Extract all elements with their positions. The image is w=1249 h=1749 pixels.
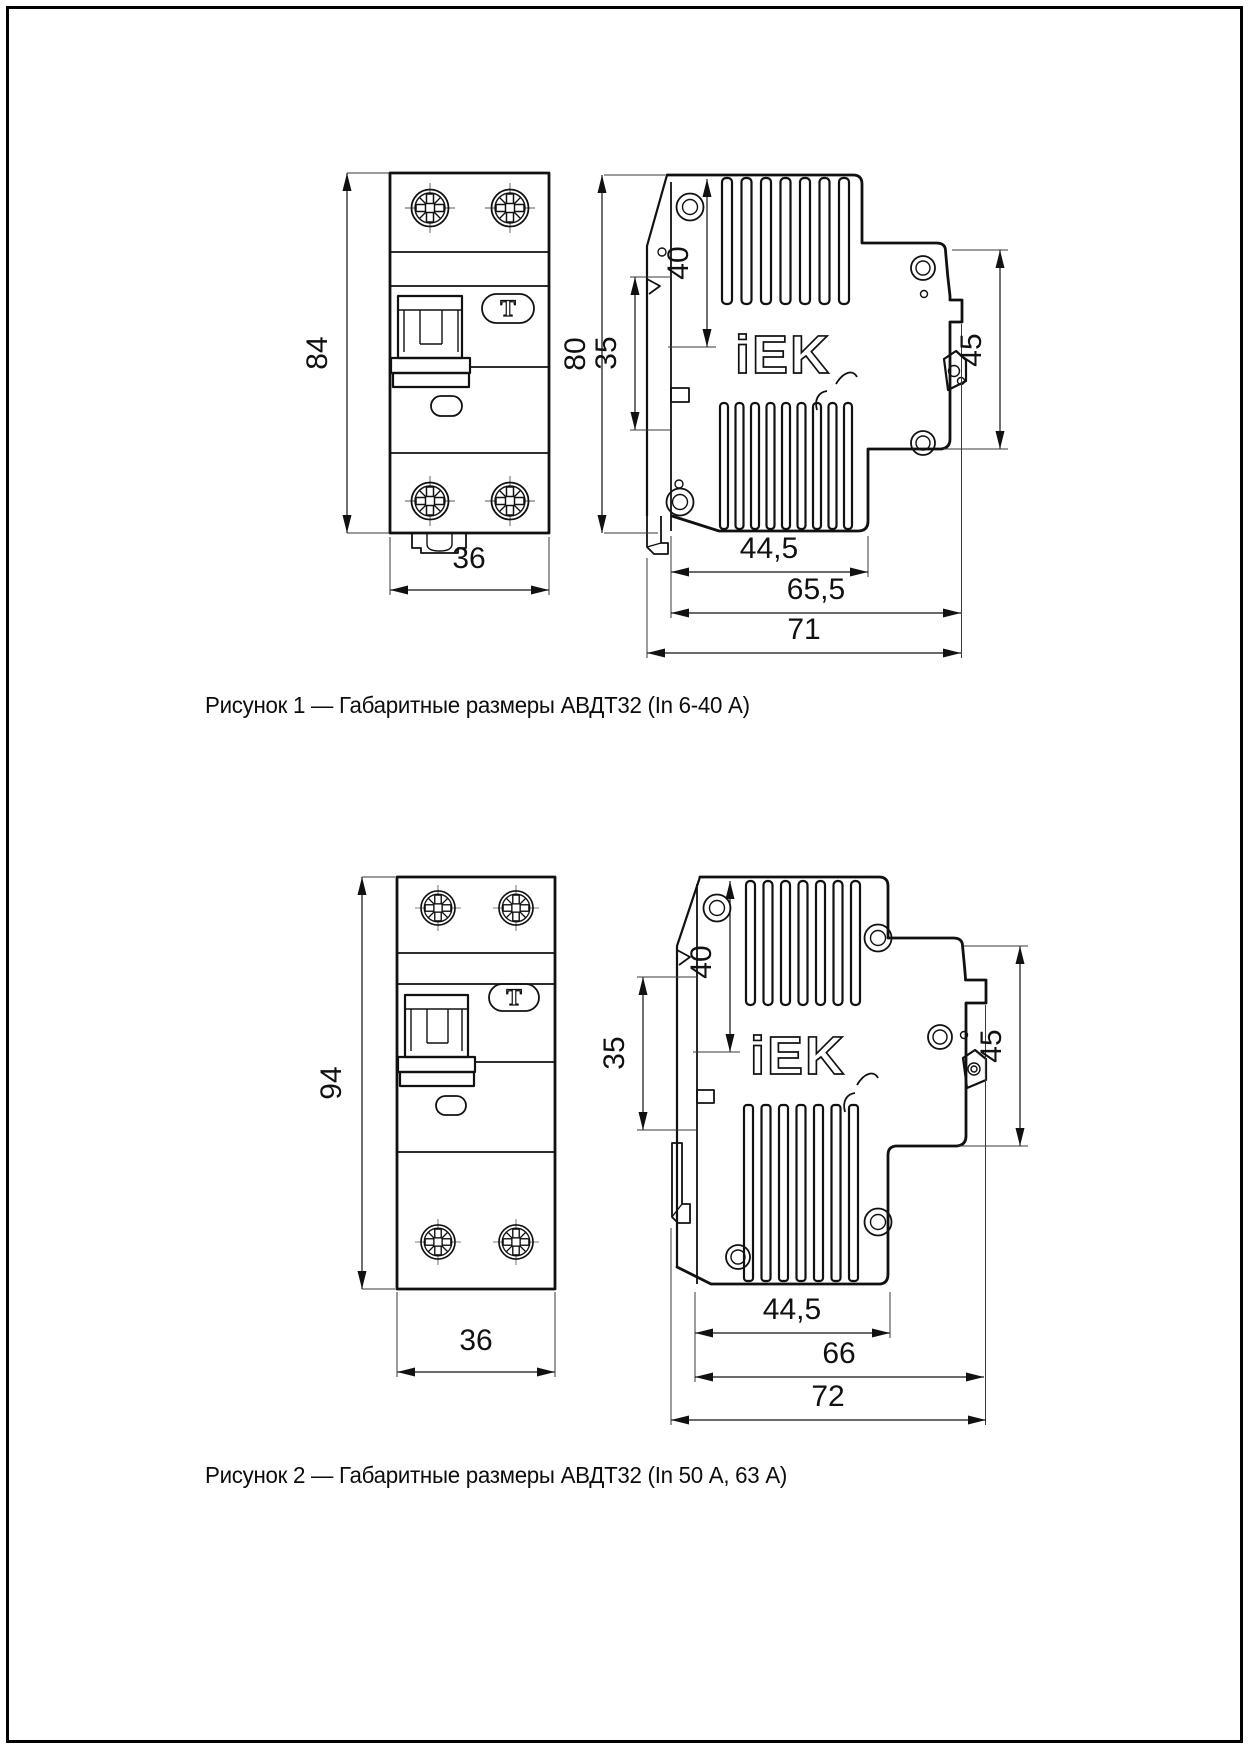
rivet: [911, 256, 935, 280]
dim-front-section-height: [958, 946, 1028, 1146]
vent-ribs-top: [746, 881, 860, 1005]
vent-ribs-top: [722, 178, 849, 304]
rivet: [911, 431, 935, 455]
dim-depth-front: [695, 1337, 984, 1377]
figure2-caption: Рисунок 2 — Габаритные размеры АВДТ32 (In 50 А, 63 А): [205, 1462, 788, 1488]
dim-label-45: 45: [975, 1029, 1008, 1063]
toggle-handle: [391, 296, 470, 387]
figure1-caption: Рисунок 1 — Габаритные размеры АВДТ32 (In 6-40 А): [205, 692, 750, 718]
din-clip-side: [672, 1143, 690, 1223]
dim-rail-height: [598, 977, 697, 1130]
terminal-screw: [415, 1219, 461, 1265]
indicator-window: [436, 1096, 466, 1115]
dim-label-35: 35: [598, 1036, 631, 1070]
dim-front-height: [301, 173, 389, 533]
terminal-screw: [405, 183, 455, 233]
dim-label-71: 71: [787, 613, 821, 646]
dim-label-40: 40: [662, 246, 695, 280]
dim-depth-body: [695, 1292, 890, 1382]
dim-depth-front: [671, 573, 961, 613]
dim-front-height: [315, 877, 395, 1289]
dim-label-66: 66: [822, 1337, 856, 1370]
dim-depth-total: [671, 1228, 986, 1425]
dim-label-94: 94: [315, 1066, 348, 1100]
dim-front-width: [390, 537, 549, 595]
fig1-front-view: [301, 173, 549, 595]
dim-label-35: 35: [590, 336, 623, 370]
rivet: [928, 1025, 952, 1049]
dim-front-width: [397, 1292, 555, 1377]
dim-label-36: 36: [459, 1324, 493, 1357]
dim-front-section-height: [943, 250, 1008, 449]
terminal-screw: [485, 476, 535, 526]
rail-clip-tab: [671, 388, 689, 402]
test-button-label: T: [506, 985, 522, 1010]
rivet: [704, 895, 731, 922]
toggle-handle: [398, 995, 475, 1086]
dim-label-80: 80: [559, 337, 592, 371]
rivet: [677, 194, 704, 221]
dim-label-44-5: 44,5: [739, 532, 799, 565]
dim-label-65-5: 65,5: [786, 573, 846, 606]
din-clip-side: [647, 516, 668, 554]
figure2-drawing: [315, 877, 1028, 1425]
terminal-screw: [493, 885, 539, 931]
fig1-side-view: [559, 175, 1008, 658]
vent-ribs-bottom: [720, 403, 852, 529]
dim-top-to-rail: [685, 881, 740, 1052]
indicator-window: [431, 396, 462, 416]
test-button-label: T: [500, 296, 516, 321]
dim-label-45: 45: [955, 333, 988, 367]
test-button: [489, 984, 539, 1011]
dim-label-84: 84: [301, 336, 334, 370]
brand-logo: iEK: [734, 325, 832, 385]
terminal-screw: [415, 885, 461, 931]
dim-label-40: 40: [685, 945, 718, 979]
terminal-screw: [485, 183, 535, 233]
dim-label-44-5: 44,5: [762, 1293, 822, 1326]
fig2-side-view: [598, 877, 1028, 1425]
brand-logo: iEK: [749, 1026, 847, 1086]
rail-clip-tab: [697, 1090, 714, 1103]
rivet: [726, 1245, 750, 1269]
vent-ribs-bottom: [744, 1105, 858, 1281]
terminal-screw: [405, 476, 455, 526]
terminal-screw: [493, 1219, 539, 1265]
dim-label-36: 36: [452, 542, 486, 575]
figure1-drawing: [301, 173, 1008, 658]
test-button: [482, 294, 534, 323]
dim-label-72: 72: [811, 1380, 845, 1413]
fig2-front-view: [315, 877, 555, 1377]
